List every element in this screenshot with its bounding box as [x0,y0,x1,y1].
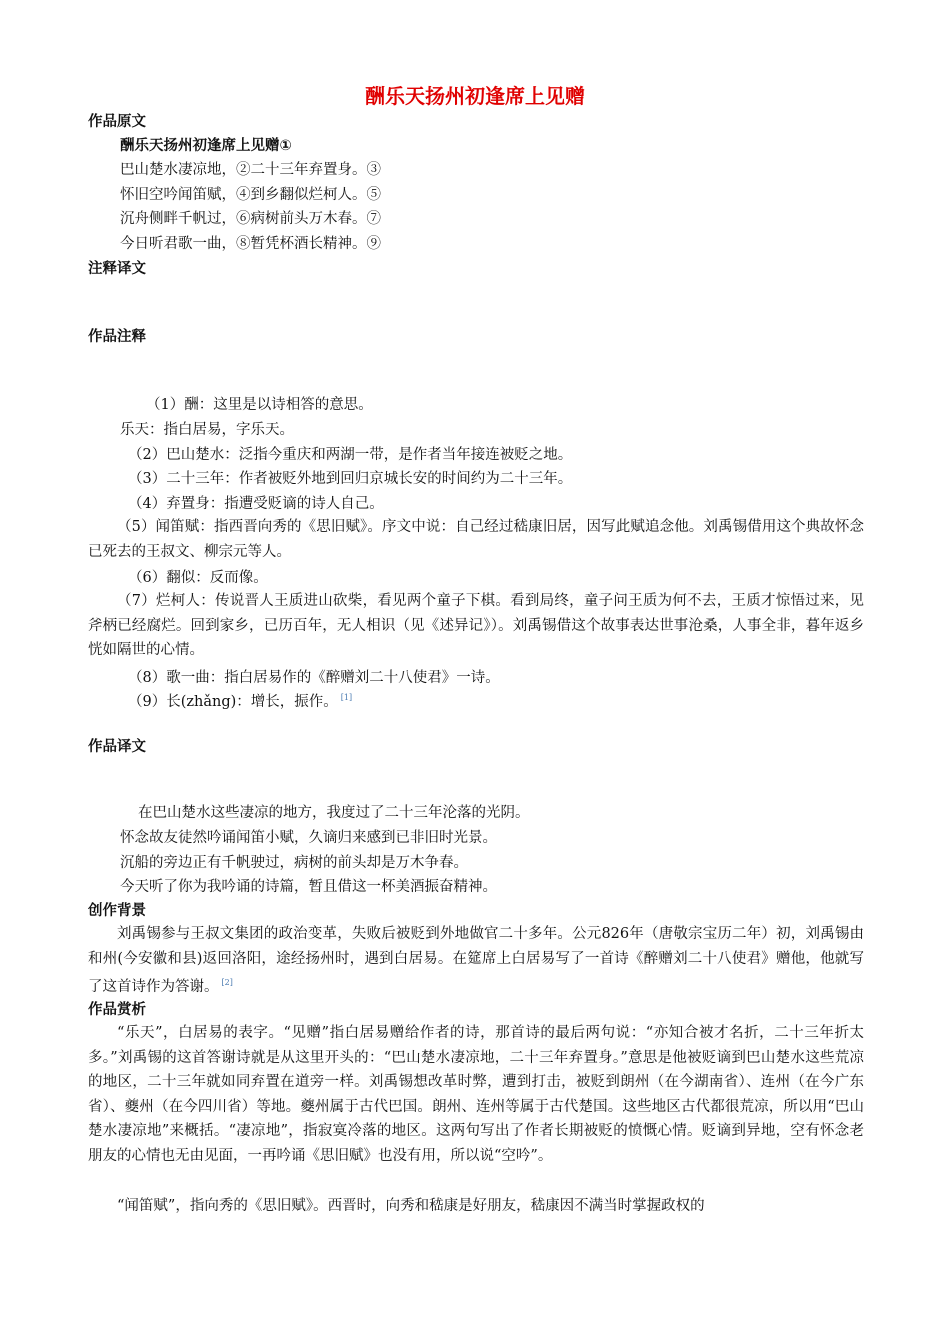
translation-line: 在巴山楚水这些凄凉的地方，我度过了二十三年沦落的光阴。 [138,805,530,821]
poem-line: 怀旧空吟闻笛赋，④到乡翻似烂柯人。⑤ [120,187,381,203]
document-title: 酬乐天扬州初逢席上见赠 [365,84,585,108]
note-item: （6）翻似：反而像。 [128,570,268,586]
note-item: 乐天：指白居易，字乐天。 [120,422,294,438]
translation-line: 怀念故友徒然吟诵闻笛小赋，久谪归来感到已非旧时光景。 [120,830,497,846]
note-item: （5）闻笛赋：指西晋向秀的《思旧赋》。序文中说：自己经过嵇康旧居，因写此赋追念他。刘禹锡借用这个典故怀念已死去的王叔文、柳宗元等人。 [88,519,864,560]
heading-notes: 作品注释 [88,329,146,345]
appreciation-paragraph: “乐天”，白居易的表字。“见赠”指白居易赠给作者的诗，那首诗的最后两句说：“亦知合被才名折，二十三年折太多。”刘禹锡的这首答谢诗就是从这里开头的：“巴山楚水凄凉地，二十三年弃置身。”意思是他被贬谪到巴山楚水这些荒凉的地区，二十三年就如同弃置在道旁一样。刘禹锡想改革时弊，遭到打击，被贬到朗州（在今湖南省）、连州（在今广东省）、夔州（在今四川省）等地。夔州属于古代巴国。朗州、连州等属于古代楚国。这些地区古代都很荒凉，所以用“巴山楚水凄凉地”来概括。“凄凉地”，指寂寞冷落的地区。这两句写出了作者长期被贬的愤慨心情。贬谪到异地，空有怀念老朋友的心情也无由见面，一再吟诵《思旧赋》也没有用，所以说“空吟”。 [88,1025,864,1164]
heading-background: 创作背景 [88,903,146,919]
poem-title: 酬乐天扬州初逢席上见赠① [120,138,292,154]
poem-line: 沉舟侧畔千帆过，⑥病树前头万木春。⑦ [120,211,381,227]
poem-line: 今日听君歌一曲，⑧暂凭杯酒长精神。⑨ [120,236,381,252]
heading-appreciation: 作品赏析 [88,1002,146,1018]
note-item: （3）二十三年：作者被贬外地到回归京城长安的时间约为二十三年。 [128,471,573,487]
note-item: （2）巴山楚水：泛指今重庆和两湖一带，是作者当年接连被贬之地。 [128,447,573,463]
note-item: （8）歌一曲：指白居易作的《醉赠刘二十八使君》一诗。 [128,670,500,686]
heading-original: 作品原文 [88,114,146,130]
background-paragraph [88,922,864,999]
note-item: （4）弃置身：指遭受贬谪的诗人自己。 [128,496,384,512]
note-item-with-ref [128,690,352,711]
note-item: （7）烂柯人：传说晋人王质进山砍柴，看见两个童子下棋。看到局终，童子问王质为何不去，王质才惊悟过来，见斧柄已经腐烂。回到家乡，已历百年，无人相识（见《述异记》）。刘禹锡借这个故事表达世事沧桑，人事全非，暮年返乡恍如隔世的心情。 [88,593,864,658]
translation-line: 今天听了你为我吟诵的诗篇，暂且借这一杯美酒振奋精神。 [120,879,497,895]
reference-link[interactable]: [2] [221,978,233,987]
background-text: 刘禹锡参与王叔文集团的政治变革，失败后被贬到外地做官二十多年。公元826年（唐敬宗宝历二年）初，刘禹锡由和州(今安徽和县)返回洛阳，途经扬州时，遇到白居易。在筵席上白居易写了一首诗《醉赠刘二十八使君》赠他，他就写了这首诗作为答谢。 [88,926,864,995]
reference-link[interactable]: [1] [340,693,353,703]
note-text: （9）长(zhǎng)：增长，振作。 [128,694,338,710]
heading-translation: 作品译文 [88,739,146,755]
note-item: （1）酬：这里是以诗相答的意思。 [146,397,373,413]
translation-line: 沉船的旁边正有千帆驶过，病树的前头却是万木争春。 [120,855,468,871]
heading-annotation-translation: 注释译文 [88,261,146,277]
appreciation-paragraph: “闻笛赋”，指向秀的《思旧赋》。西晋时，向秀和嵇康是好朋友，嵇康因不满当时掌握政权的 [117,1198,705,1214]
poem-line: 巴山楚水凄凉地，②二十三年弃置身。③ [120,162,381,178]
